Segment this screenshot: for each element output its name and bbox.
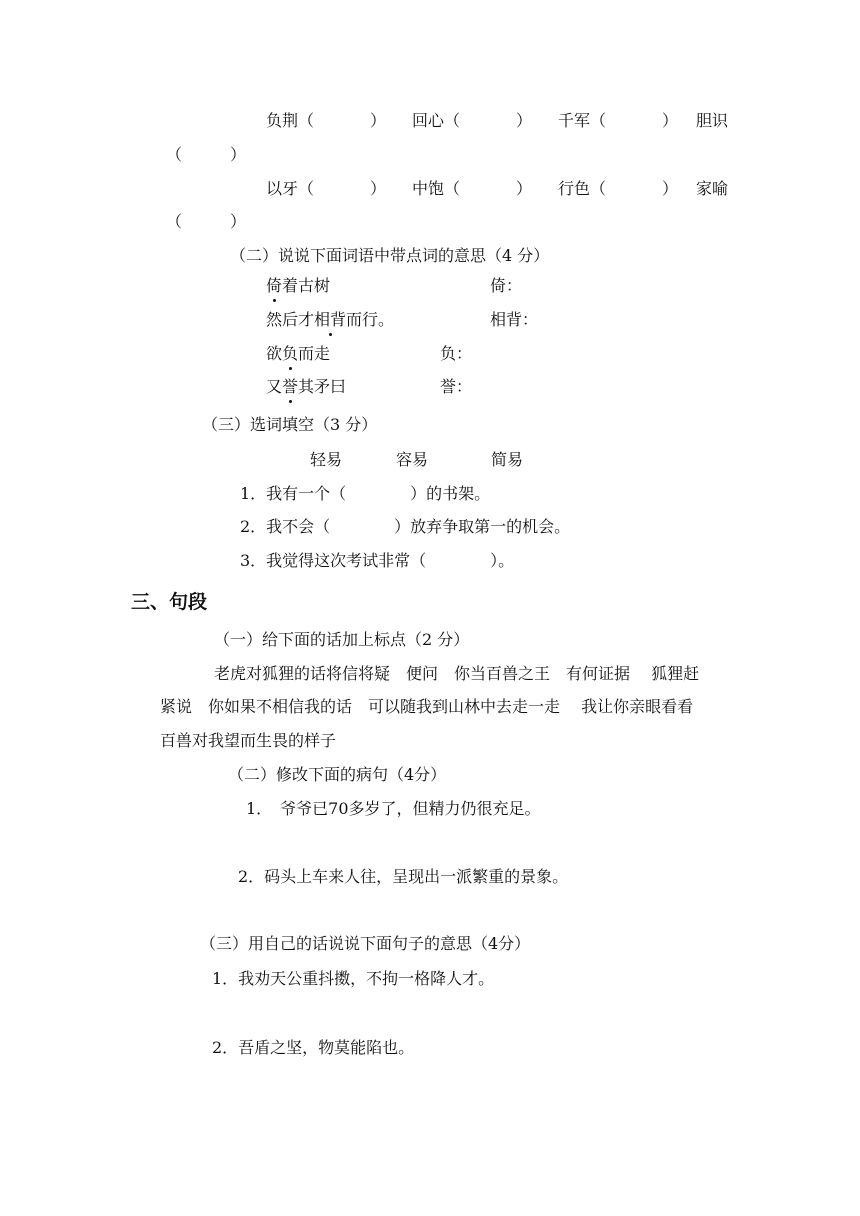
word-option: 轻易: [310, 450, 343, 469]
meaning-answer-label: 倚：: [490, 276, 523, 295]
word-option: 容易: [396, 450, 429, 469]
idiom-paren-close: ）: [662, 111, 679, 130]
section-heading: 三、句段: [131, 591, 208, 613]
meaning-answer-label: 相背：: [490, 310, 539, 329]
word-option: 简易: [491, 450, 524, 469]
punct-line: 紧说 你如果不相信我的话 可以随我到山林中去走一走 我让你亲眼看看: [160, 697, 694, 716]
meaning-answer-label: 负：: [440, 344, 473, 363]
idiom-paren-close: ）: [370, 111, 387, 130]
explain-title: （三）用自己的话说说下面句子的意思（4分）: [200, 934, 531, 953]
explain-item: 2．吾盾之坚，物莫能陷也。: [212, 1038, 415, 1057]
idiom-paren-close: ）: [516, 179, 533, 198]
dotted-word: 誉: [282, 377, 299, 396]
idiom-item: 行色（: [558, 179, 607, 198]
idiom-item: 家喻: [696, 179, 729, 198]
punct-line: 百兽对我望而生畏的样子: [160, 731, 337, 750]
idiom-item: 回心（: [412, 111, 461, 130]
meaning-item: 欲负而走: [266, 344, 331, 363]
meaning-item: 倚着古树: [266, 276, 331, 295]
choose-item: 3．我觉得这次考试非常（ ）。: [240, 551, 515, 570]
idiom-paren-close: ）: [662, 179, 679, 198]
idiom-row-1-wrap: （ ）: [166, 145, 247, 164]
punct-line: 老虎对狐狸的话将信将疑 便问 你当百兽之王 有何证据 狐狸赶: [214, 664, 700, 683]
dotted-word: 负: [282, 344, 299, 363]
fix-item: 2．码头上车来人往，呈现出一派繁重的景象。: [238, 867, 569, 886]
dotted-word: 相背: [314, 310, 347, 329]
meaning-answer-label: 誉：: [440, 377, 473, 396]
fix-title: （二）修改下面的病句（4分）: [228, 765, 447, 784]
meaning-section-title: （二）说说下面词语中带点词的意思（4 分）: [230, 246, 550, 265]
choose-item: 1．我有一个（ ）的书架。: [240, 484, 491, 503]
meaning-item: 又誉其矛曰: [266, 377, 347, 396]
idiom-paren-close: ）: [516, 111, 533, 130]
idiom-item: 以牙（: [266, 179, 315, 198]
choose-item: 2．我不会（ ）放弃争取第一的机会。: [240, 517, 571, 536]
choose-section-title: （三）选词填空（3 分）: [202, 415, 378, 434]
meaning-item: 然后才相背而行。: [266, 310, 395, 329]
punct-title: （一）给下面的话加上标点（2 分）: [214, 630, 470, 649]
dotted-word: 倚: [266, 276, 283, 295]
idiom-item: 中饱（: [412, 179, 461, 198]
idiom-item: 负荆（: [266, 111, 315, 130]
explain-item: 1．我劝天公重抖擞，不拘一格降人才。: [212, 969, 495, 988]
idiom-item: 胆识: [696, 111, 729, 130]
fix-item: 1． 爷爷已70多岁了，但精力仍很充足。: [246, 799, 541, 818]
idiom-item: 千军（: [558, 111, 607, 130]
idiom-paren-close: ）: [370, 179, 387, 198]
idiom-row-2-wrap: （ ）: [166, 212, 247, 231]
